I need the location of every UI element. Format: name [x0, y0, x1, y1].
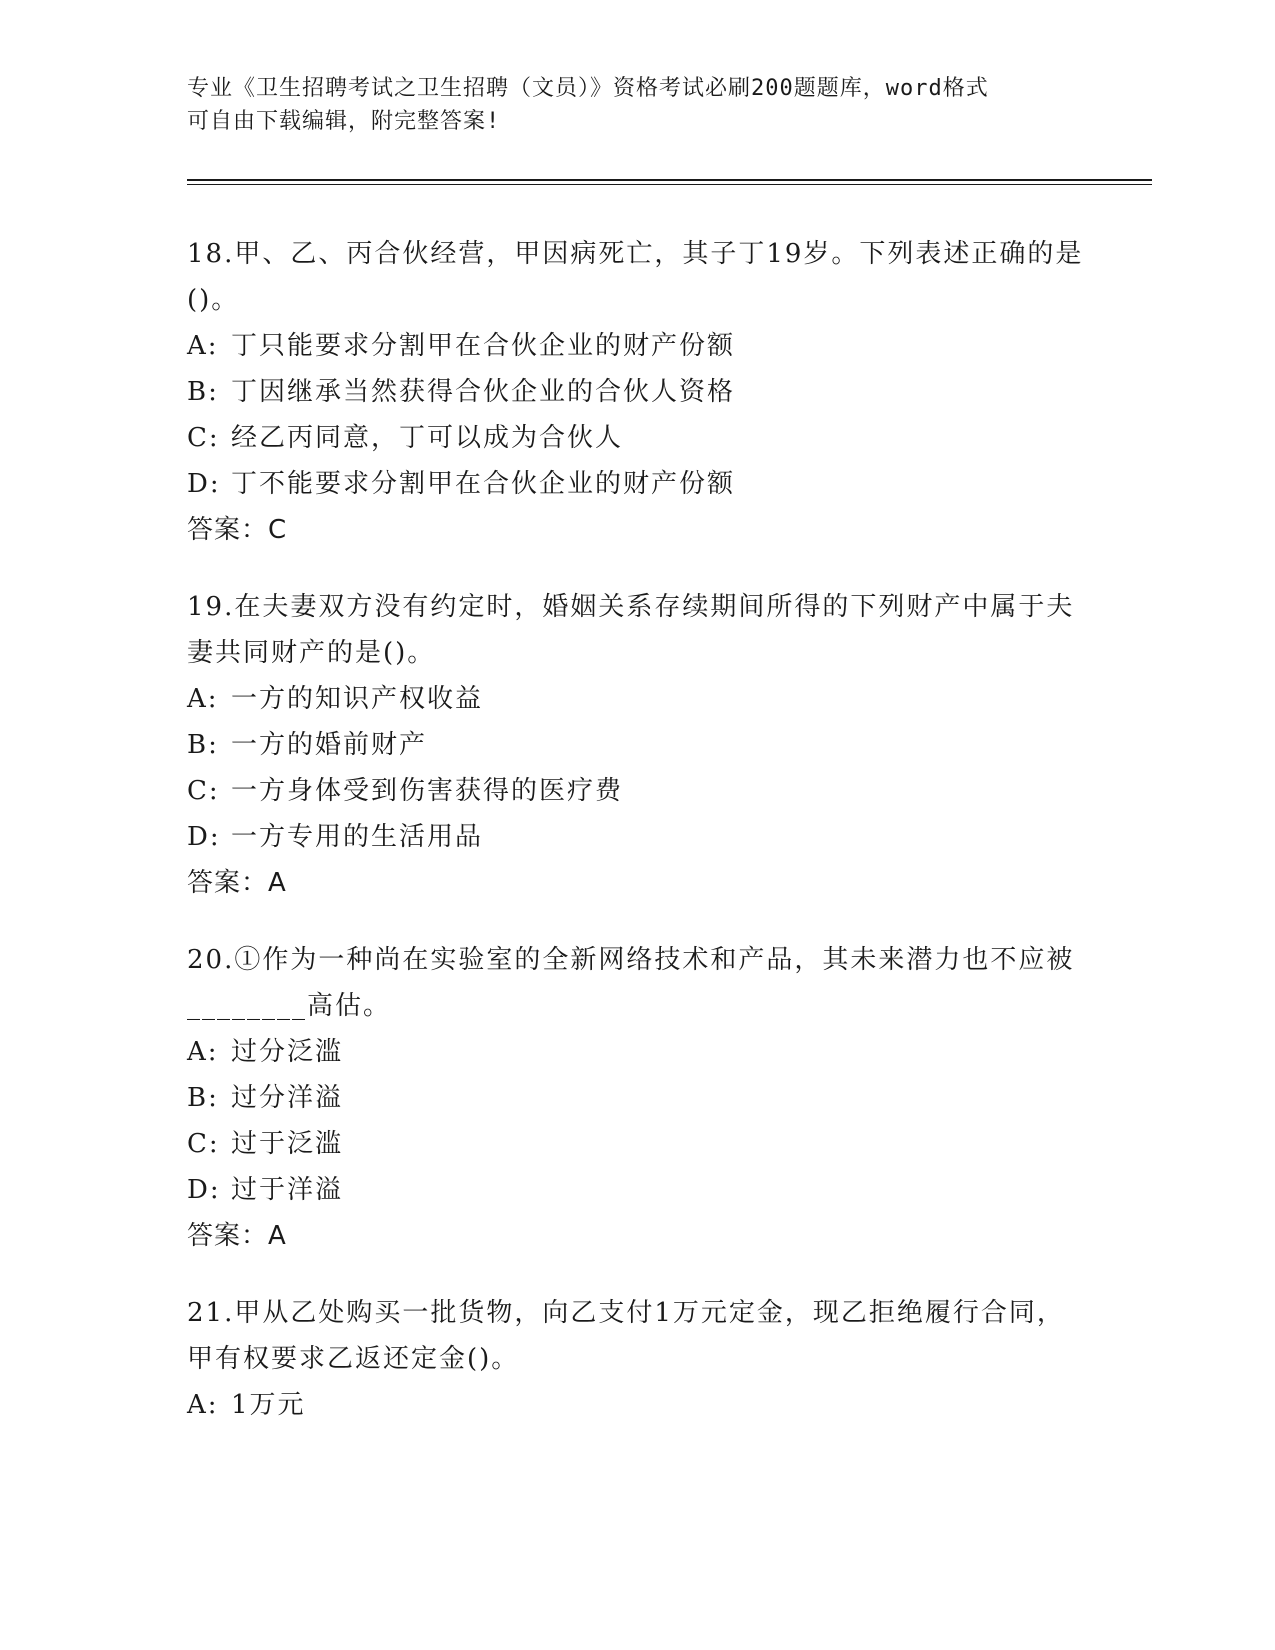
question-20	[187, 937, 1087, 1259]
question-stem: 18.甲、乙、丙合伙经营，甲因病死亡，其子丁19岁。下列表述正确的是()。	[187, 239, 1084, 315]
option-key: C:	[187, 1129, 220, 1159]
option-d	[187, 1167, 1087, 1213]
option-key: D:	[187, 822, 221, 852]
question-19	[187, 584, 1087, 906]
option-c	[187, 768, 1087, 814]
option-a	[187, 1029, 1087, 1075]
option-b	[187, 1075, 1087, 1121]
option-d	[187, 814, 1087, 860]
option-text: 1万元	[231, 1390, 306, 1420]
option-d	[187, 461, 1087, 507]
question-21	[187, 1290, 1087, 1428]
option-a	[187, 676, 1087, 722]
option-key: C:	[187, 776, 220, 806]
option-c	[187, 1121, 1087, 1167]
option-text: 过于洋溢	[231, 1175, 344, 1205]
option-text: 丁因继承当然获得合伙企业的合伙人资格	[231, 377, 736, 407]
answer-line: 答案：A	[187, 868, 287, 898]
option-key: D:	[187, 1175, 221, 1205]
document-header	[187, 72, 1067, 138]
option-b	[187, 722, 1087, 768]
option-text: 一方身体受到伤害获得的医疗费	[231, 776, 624, 806]
option-c	[187, 415, 1087, 461]
option-key: D:	[187, 469, 221, 499]
option-text: 一方专用的生活用品	[231, 822, 484, 852]
header-divider	[187, 179, 1152, 185]
option-key: A:	[187, 684, 219, 714]
option-text: 一方的婚前财产	[231, 730, 428, 760]
option-text: 过分洋溢	[231, 1083, 344, 1113]
option-key: B:	[187, 730, 219, 760]
question-list	[187, 231, 1087, 1459]
answer-line: 答案：C	[187, 515, 288, 545]
option-text: 过于泛滥	[231, 1129, 344, 1159]
header-line-1: 专业《卫生招聘考试之卫生招聘（文员）》资格考试必刷200题题库，word格式	[187, 76, 989, 101]
option-text: 一方的知识产权收益	[231, 684, 484, 714]
option-a	[187, 323, 1087, 369]
question-18	[187, 231, 1087, 553]
header-line-2: 可自由下载编辑，附完整答案!	[187, 109, 501, 134]
option-text: 过分泛滥	[231, 1037, 344, 1067]
option-key: B:	[187, 1083, 219, 1113]
answer-line: 答案：A	[187, 1221, 287, 1251]
question-stem: 21.甲从乙处购买一批货物，向乙支付1万元定金，现乙拒绝履行合同，甲有权要求乙返还定金()。	[187, 1298, 1065, 1374]
option-key: A:	[187, 1390, 219, 1420]
option-key: A:	[187, 1037, 219, 1067]
option-key: A:	[187, 331, 219, 361]
option-text: 丁只能要求分割甲在合伙企业的财产份额	[231, 331, 736, 361]
option-key: C:	[187, 423, 220, 453]
option-a	[187, 1382, 1087, 1428]
option-b	[187, 369, 1087, 415]
option-key: B:	[187, 377, 219, 407]
option-text: 经乙丙同意，丁可以成为合伙人	[231, 423, 624, 453]
question-stem: 20.①作为一种尚在实验室的全新网络技术和产品，其未来潜力也不应被________高估。	[187, 945, 1075, 1021]
option-text: 丁不能要求分割甲在合伙企业的财产份额	[231, 469, 736, 499]
question-stem: 19.在夫妻双方没有约定时，婚姻关系存续期间所得的下列财产中属于夫妻共同财产的是()。	[187, 592, 1075, 668]
